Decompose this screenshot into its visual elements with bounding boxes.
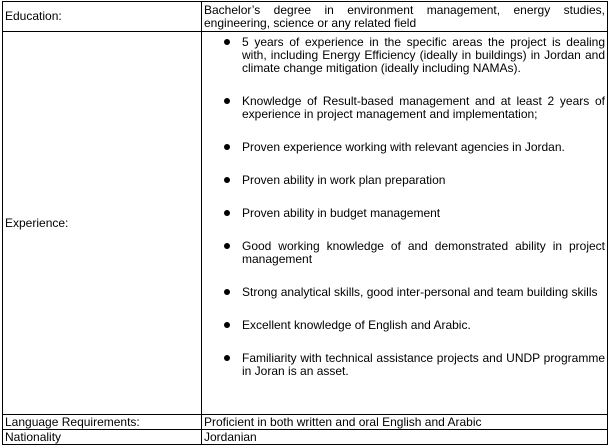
experience-item-text: 5 years of experience in the specific areas the project is dealing with, including Energy Efficiency (ideally in buildings) in Jordan and climate change mitigation (ideally including NAMAs). <box>242 35 605 75</box>
experience-item-text: Good working knowledge of and demonstrated ability in project management <box>242 239 605 266</box>
experience-row <box>3 32 608 415</box>
experience-item <box>204 240 605 266</box>
nationality-value: Jordanian <box>202 430 608 445</box>
language-label: Language Requirements: <box>3 415 202 430</box>
experience-item <box>204 286 605 299</box>
experience-item-text: Proven ability in work plan preparation <box>242 173 446 187</box>
experience-item-text: Familiarity with technical assistance projects and UNDP programme in Joran is an asset. <box>242 351 605 378</box>
experience-item <box>204 95 605 121</box>
bullet-icon <box>224 289 230 295</box>
bullet-icon <box>224 177 230 183</box>
experience-item-text: Proven ability in budget management <box>242 206 441 220</box>
experience-list <box>204 36 605 378</box>
language-row <box>3 415 608 430</box>
language-value: Proficient in both written and oral English and Arabic <box>202 415 608 430</box>
nationality-label: Nationality <box>3 430 202 445</box>
experience-item <box>204 207 605 220</box>
experience-item-text: Excellent knowledge of English and Arabic. <box>242 318 471 332</box>
nationality-row <box>3 430 608 445</box>
experience-item <box>204 174 605 187</box>
bullet-icon <box>224 144 230 150</box>
experience-item <box>204 141 605 154</box>
education-value: Bachelor’s degree in environment management, energy studies, engineering, science or any related field <box>202 2 608 32</box>
experience-item <box>204 319 605 332</box>
experience-value <box>202 32 608 415</box>
experience-item-text: Proven experience working with relevant agencies in Jordan. <box>242 140 565 154</box>
bullet-icon <box>224 355 230 361</box>
experience-item <box>204 36 605 75</box>
experience-item <box>204 352 605 378</box>
bullet-icon <box>224 243 230 249</box>
experience-item-text: Knowledge of Result-based management and at least 2 years of experience in project management and implementation; <box>242 94 605 121</box>
bullet-icon <box>224 322 230 328</box>
education-row <box>3 2 608 32</box>
requirements-table <box>2 1 608 445</box>
education-label: Education: <box>3 2 202 32</box>
bullet-icon <box>224 98 230 104</box>
bullet-icon <box>224 39 230 45</box>
bullet-icon <box>224 210 230 216</box>
experience-item-text: Strong analytical skills, good inter-personal and team building skills <box>242 285 598 299</box>
experience-label: Experience: <box>3 32 202 415</box>
